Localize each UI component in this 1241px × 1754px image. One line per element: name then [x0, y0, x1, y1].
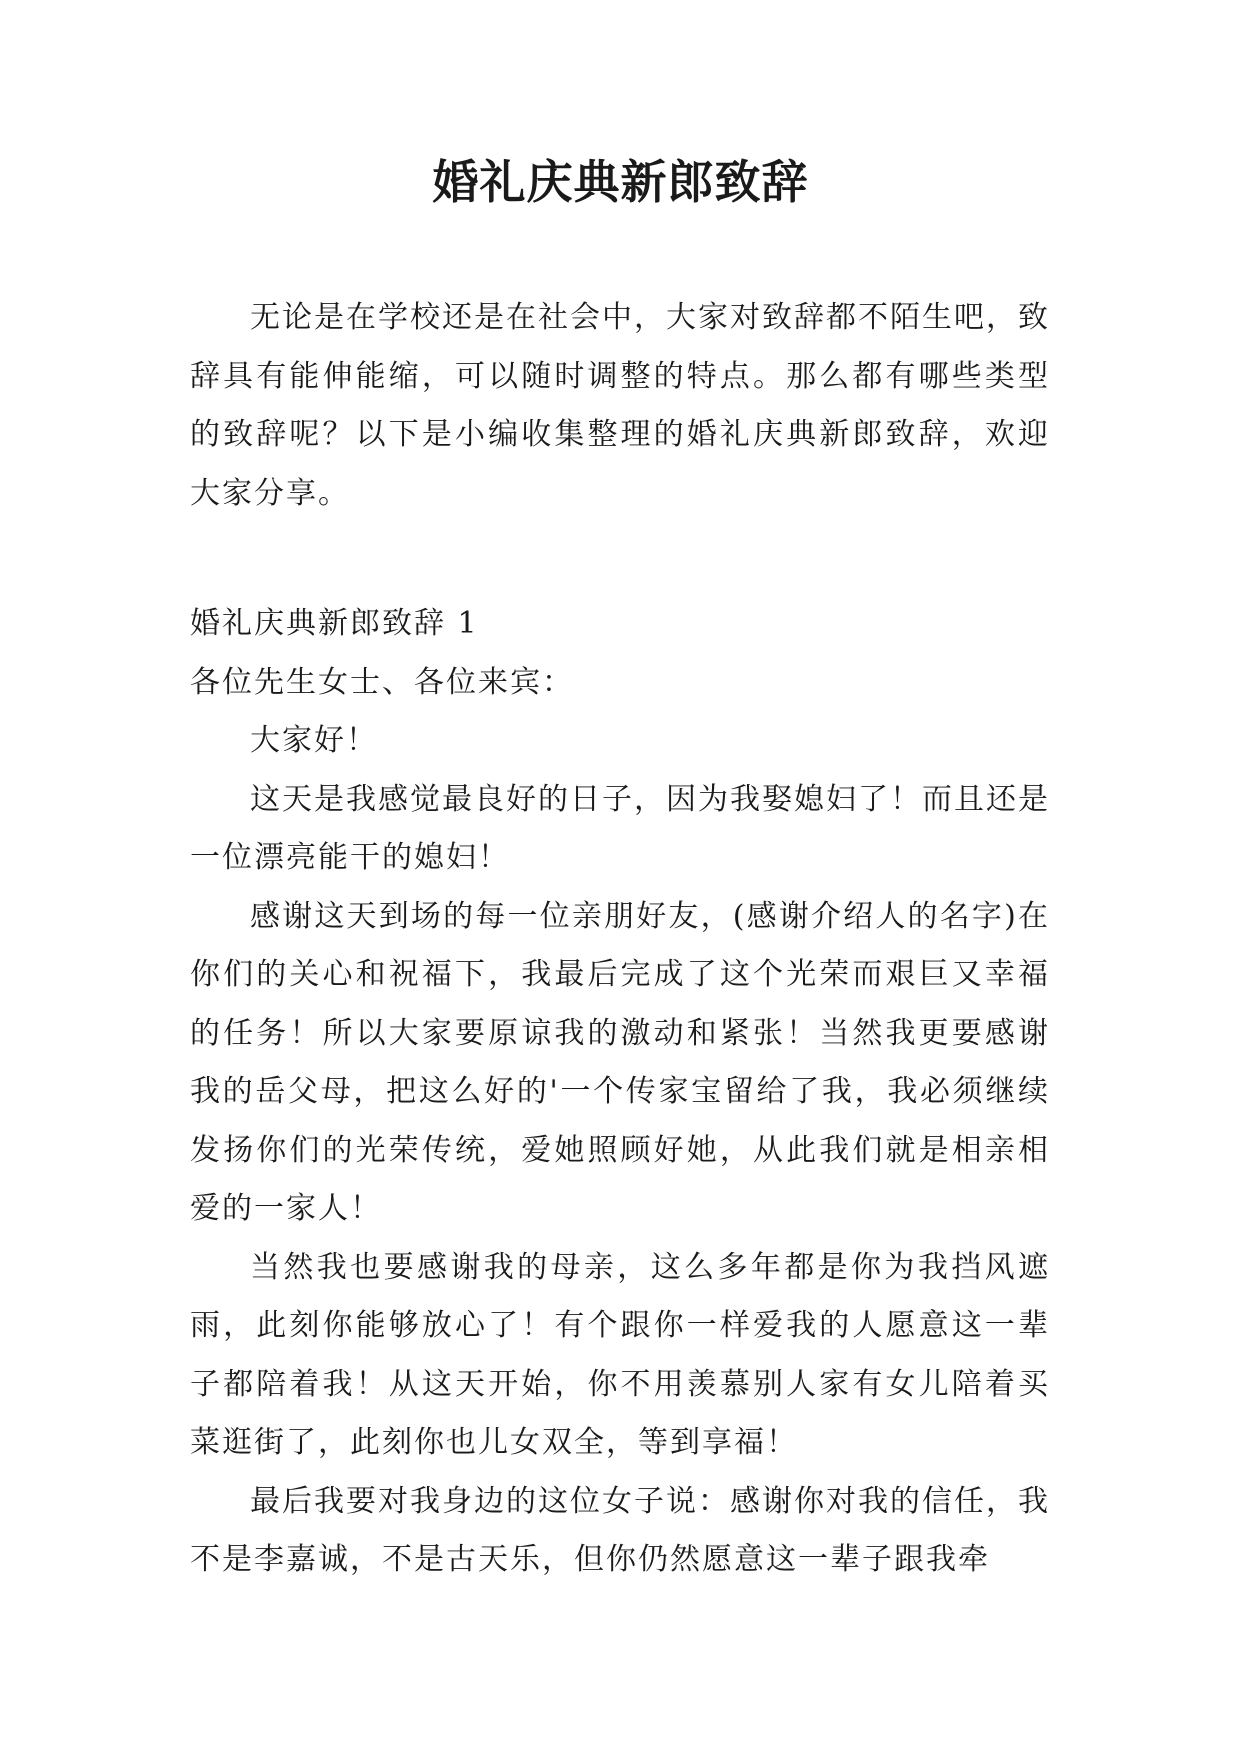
document-body: [190, 289, 1050, 1590]
body-paragraph: 感谢这天到场的每一位亲朋好友，(感谢介绍人的名字)在你们的关心和祝福下，我最后完成了这个光荣而艰巨又幸福的任务！所以大家要原谅我的激动和紧张！当然我更要感谢我的岳父母，把这么好的'一个传家宝留给了我，我必须继续发扬你们的光荣传统，爱她照顾好她，从此我们就是相亲相爱的一家人！: [190, 898, 1050, 1226]
intro-paragraph: 无论是在学校还是在社会中，大家对致辞都不陌生吧，致辞具有能伸能缩，可以随时调整的特点。那么都有哪些类型的致辞呢？以下是小编收集整理的婚礼庆典新郎致辞，欢迎大家分享。: [190, 300, 1050, 511]
document-title: 婚礼庆典新郎致辞: [432, 155, 809, 209]
section-heading: 婚礼庆典新郎致辞 1: [190, 606, 479, 641]
body-paragraph: 当然我也要感谢我的母亲，这么多年都是你为我挡风遮雨，此刻你能够放心了！有个跟你一样爱我的人愿意这一辈子都陪着我！从这天开始，你不用羡慕别人家有女儿陪着买菜逛街了，此刻你也儿女双全，等到享福！: [190, 1249, 1050, 1460]
body-paragraph: 最后我要对我身边的这位女子说：感谢你对我的信任，我不是李嘉诚，不是古天乐，但你仍然愿意这一辈子跟我牵: [190, 1483, 1050, 1577]
salutation: 各位先生女士、各位来宾：: [190, 664, 574, 700]
body-paragraph: 大家好！: [250, 723, 378, 758]
body-paragraph: 这天是我感觉最良好的日子，因为我娶媳妇了！而且还是一位漂亮能干的媳妇！: [190, 781, 1050, 875]
section-spacer: [190, 523, 1050, 595]
